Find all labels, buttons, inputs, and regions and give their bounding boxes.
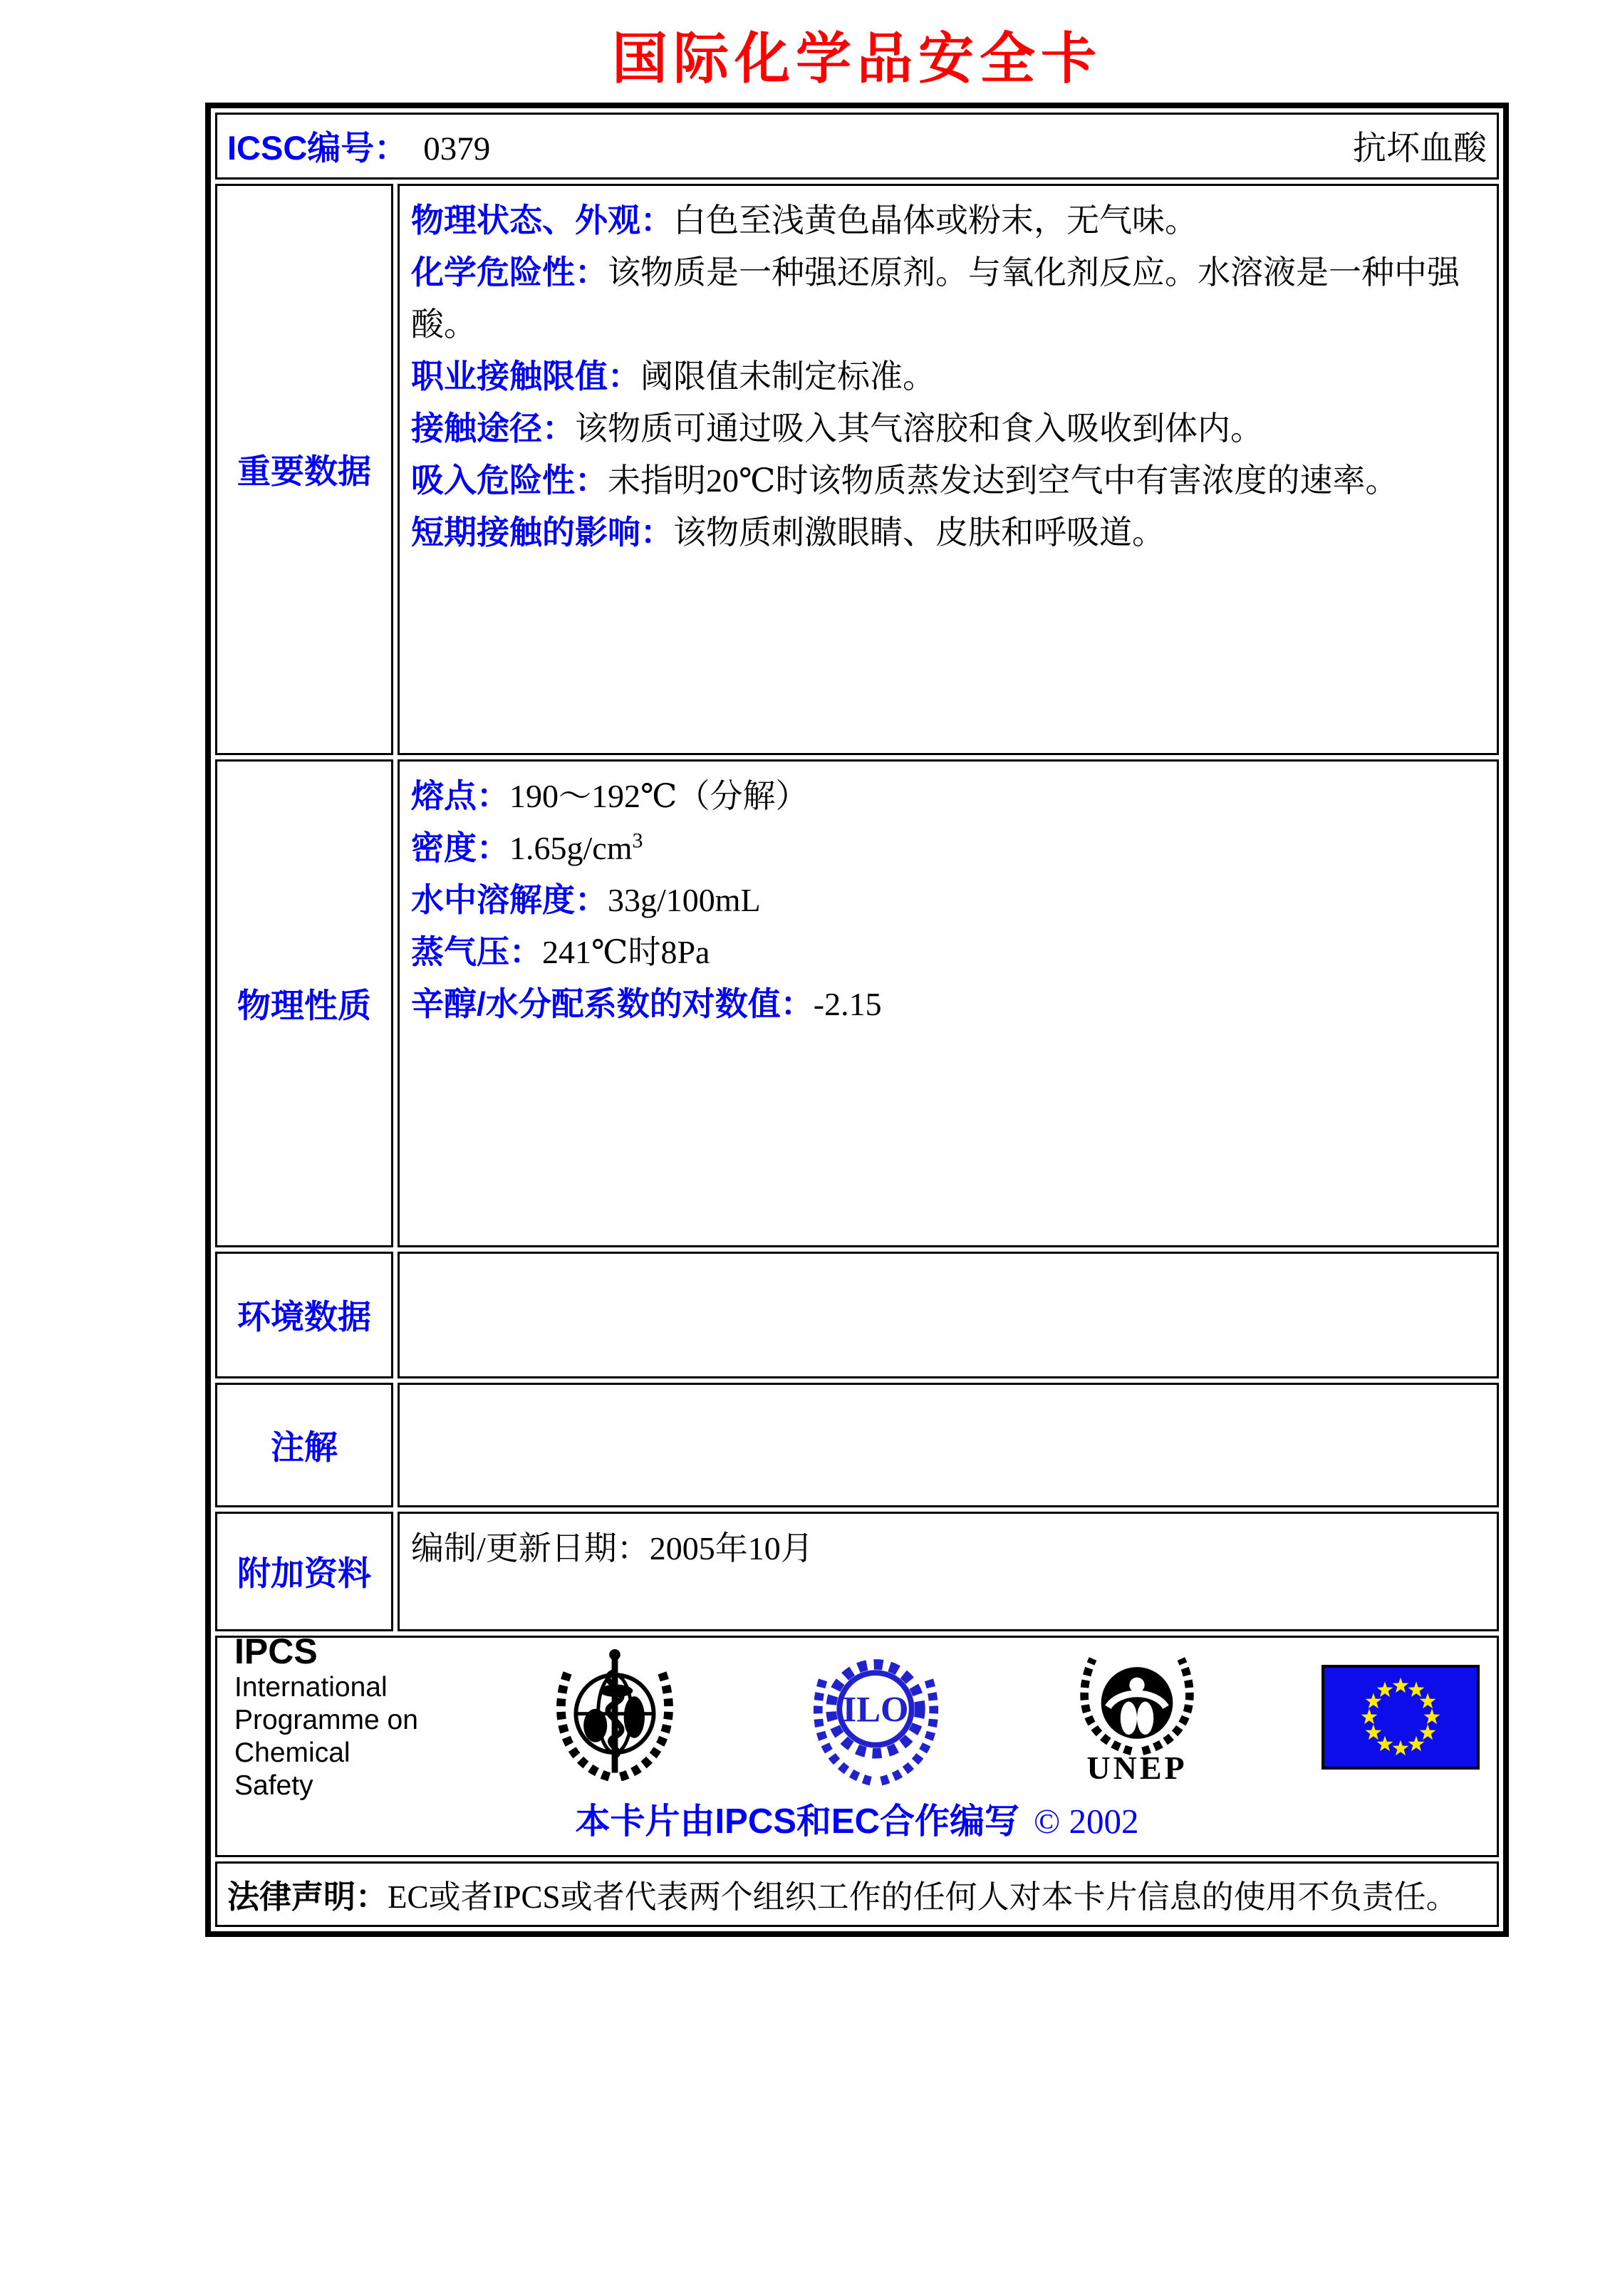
section-content-environmental-data <box>398 1252 1499 1378</box>
property-line <box>411 978 1485 1030</box>
property-label: 辛醇/水分配系数的对数值： <box>411 985 814 1022</box>
section-label-environmental-data: 环境数据 <box>215 1252 393 1378</box>
property-value: 33g/100mL <box>608 881 761 918</box>
property-value: 白色至浅黄色晶体或粉末，无气味。 <box>673 202 1198 239</box>
header-cell <box>215 113 1499 180</box>
section-label-additional-information: 附加资料 <box>215 1512 393 1631</box>
icsc-card-table <box>205 103 1509 1937</box>
logos-row <box>215 1636 1499 1857</box>
property-line <box>411 402 1485 454</box>
ipcs-line-1: International <box>234 1672 388 1703</box>
section-content-notes <box>398 1383 1499 1507</box>
property-value: 190～192℃（分解） <box>509 777 809 814</box>
property-label: 水中溶解度： <box>411 881 608 918</box>
additional-information-row <box>215 1512 1499 1631</box>
property-value: 该物质刺激眼睛、皮肤和呼吸道。 <box>673 514 1165 551</box>
property-line <box>411 507 1485 559</box>
important-data-row <box>215 184 1499 755</box>
legal-notice-text: EC或者IPCS或者代表两个组织工作的任何人对本卡片信息的使用不负责任。 <box>388 1879 1458 1916</box>
environmental-data-row <box>215 1252 1499 1378</box>
property-label: 编制/更新日期： <box>411 1529 650 1567</box>
logos-cell <box>215 1631 1499 1857</box>
superscript: 3 <box>632 828 643 853</box>
property-label: 吸入危险性： <box>411 461 608 499</box>
page-title: 国际化学品安全卡 <box>611 27 1102 90</box>
property-line <box>411 822 1485 874</box>
ipcs-line-2: Programme on <box>234 1705 418 1736</box>
ipcs-line-3: Chemical Safety <box>234 1737 350 1802</box>
property-value: 241℃时8Pa <box>542 933 710 970</box>
property-value: 未指明20℃时该物质蒸发达到空气中有害浓度的速率。 <box>608 462 1398 499</box>
icsc-number-group <box>227 122 490 170</box>
legal-notice-label: 法律声明： <box>227 1879 388 1916</box>
section-content-important-data <box>398 184 1499 755</box>
header-row <box>215 113 1499 180</box>
property-line <box>411 770 1485 822</box>
property-label: 物理状态、外观： <box>411 201 673 239</box>
property-label: 接触途径： <box>411 409 575 447</box>
section-label-important-data: 重要数据 <box>215 184 393 755</box>
section-label-physical-properties: 物理性质 <box>215 759 393 1247</box>
property-line <box>411 454 1485 507</box>
section-label-notes: 注解 <box>215 1383 393 1507</box>
property-value: 该物质可通过吸入其气溶胶和食入吸收到体内。 <box>575 410 1263 447</box>
section-content-physical-properties <box>398 759 1499 1247</box>
property-label: 短期接触的影响： <box>411 513 673 551</box>
who-logo-icon <box>544 1648 686 1787</box>
icsc-card-page <box>0 27 1615 1937</box>
property-value: 阈限值未制定标准。 <box>640 358 935 395</box>
property-line <box>411 1522 1485 1574</box>
chemical-name: 抗坏血酸 <box>1353 130 1487 168</box>
physical-properties-row <box>215 759 1499 1247</box>
property-label: 职业接触限值： <box>411 357 640 395</box>
important-data-entries <box>411 194 1485 559</box>
copyright-year: © 2002 <box>1033 1801 1139 1841</box>
property-label: 蒸气压： <box>411 933 542 970</box>
ipcs-acronym: IPCS <box>234 1631 318 1672</box>
property-line <box>411 874 1485 926</box>
icsc-number-label: ICSC编号： <box>227 129 408 167</box>
property-label: 化学危险性： <box>411 253 608 291</box>
ilo-logo-icon <box>799 1648 952 1787</box>
property-label: 熔点： <box>411 776 509 814</box>
unep-logo-icon <box>1066 1649 1208 1756</box>
legal-notice-cell <box>215 1861 1499 1927</box>
property-line <box>411 926 1485 978</box>
additional-information-entries <box>411 1522 1485 1574</box>
property-line <box>411 350 1485 402</box>
ilo-letters: ILO <box>842 1689 909 1730</box>
physical-properties-entries <box>411 770 1485 1030</box>
notes-row <box>215 1383 1499 1507</box>
property-value: 1.65g/cm <box>509 829 633 866</box>
copyright-text: 本卡片由IPCS和EC合作编写 <box>575 1802 1019 1841</box>
property-line <box>411 246 1485 350</box>
legal-notice-row <box>215 1861 1499 1927</box>
property-value: 2005年10月 <box>649 1529 814 1567</box>
unep-logo-block <box>1066 1649 1208 1785</box>
property-value: 该物质是一种强还原剂。与氧化剂反应。水溶液是一种中强酸。 <box>411 254 1460 343</box>
ipcs-text-block <box>234 1631 430 1802</box>
eu-flag-icon <box>1321 1665 1480 1770</box>
property-line <box>411 194 1485 246</box>
section-content-additional-information <box>398 1512 1499 1631</box>
icsc-number-value: 0379 <box>423 130 491 168</box>
property-value: -2.15 <box>813 985 882 1022</box>
property-label: 密度： <box>411 828 509 866</box>
unep-wordmark: UNEP <box>1086 1750 1188 1787</box>
